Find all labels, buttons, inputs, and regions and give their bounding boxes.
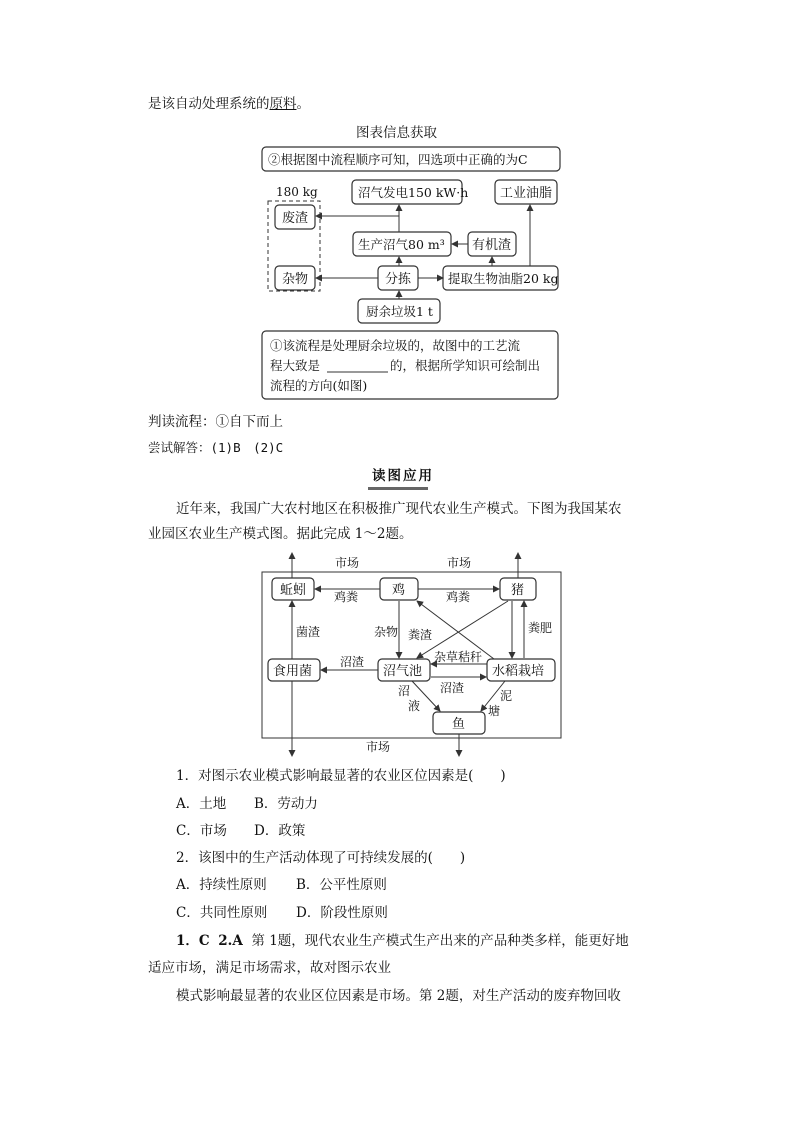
q1-option-b: B．劳动力 (254, 796, 318, 812)
label-waste-residue: 废渣 (282, 211, 309, 226)
fig1-note1-line2a: 程大致是 (270, 358, 321, 373)
answer-key1: 1．C (176, 933, 210, 949)
fig2-market-top-left: 市场 (335, 556, 360, 570)
flow-biogas-residue-1: 沼渣 (340, 655, 365, 669)
label-industrial-oil: 工业油脂 (500, 186, 553, 201)
fig2-diagram (0, 540, 794, 770)
flow-mud-1: 泥 (500, 689, 513, 703)
answer-key2: 2.A (218, 933, 243, 949)
section-title-underline (368, 487, 428, 490)
label-chicken: 鸡 (392, 583, 406, 598)
q1-option-c: C．市场 (176, 823, 227, 839)
fig1-note2: ②根据图中流程顺序可知，四选项中正确的为C (268, 152, 528, 167)
flow-chicken-manure-2: 鸡粪 (446, 590, 471, 604)
label-organic-residue: 有机渣 (472, 238, 512, 253)
para-line1: 近年来，我国广大农村地区在积极推广现代农业生产模式。下图为我国某农 (176, 501, 622, 517)
fig1-flowchart (0, 0, 794, 420)
flow-biogas-liquid-1: 沼 (398, 684, 411, 698)
q1-option-a: A．土地 (176, 796, 227, 812)
intro-suffix: 。 (296, 96, 310, 112)
judge-line: 判读流程：①自下而上 (148, 414, 283, 430)
fig1-note1-line3: 流程的方向(如图) (270, 378, 368, 393)
flow-mud-2: 塘 (488, 704, 501, 718)
intro-prefix: 是该自动处理系统的 (148, 96, 270, 112)
label-biogas-pit: 沼气池 (383, 664, 423, 679)
label-debris: 杂物 (282, 272, 309, 287)
q2-option-c: C．共同性原则 (176, 905, 268, 921)
flow-debris: 杂物 (374, 625, 399, 639)
answer-line2: 适应市场，满足市场需求，故对图示农业 (148, 960, 391, 976)
label-biogas-power: 沼气发电150 kW·h (358, 185, 469, 200)
fig1-note1-line2b: 的，根据所学知识可绘制出 (390, 358, 541, 373)
q1-stem: 1．对图示农业模式影响最显著的农业区位因素是( ) (176, 768, 506, 784)
section-title: 读图应用 (372, 468, 434, 484)
intro-underlined: 原料 (269, 96, 297, 112)
answer-line1 (176, 931, 629, 951)
flow-biogas-liquid-2: 液 (408, 699, 421, 713)
label-extract-oil: 提取生物油脂20 kg (448, 271, 559, 286)
fig1-note1-line1: ①该流程是处理厨余垃圾的，故图中的工艺流 (270, 338, 521, 353)
q2-option-b: B．公平性原则 (296, 877, 387, 893)
label-mushroom: 食用菌 (273, 664, 313, 679)
fig1-weight: 180 kg (276, 185, 318, 199)
answer-line3: 模式影响最显著的农业区位因素是市场。第 2题，对生产活动的废弃物回收 (176, 988, 621, 1004)
flow-fungus-residue: 菌渣 (296, 625, 321, 639)
para-line2: 业园区农业生产模式图。据此完成 1～2题。 (148, 526, 413, 542)
q2-stem: 2．该图中的生产活动体现了可持续发展的( ) (176, 850, 466, 866)
q2-option-a: A．持续性原则 (176, 877, 267, 893)
flow-straw: 杂草秸秆 (434, 650, 483, 664)
q2-option-d: D．阶段性原则 (296, 905, 388, 921)
flow-chicken-manure-1: 鸡粪 (334, 590, 359, 604)
fig1-title: 图表信息获取 (356, 125, 437, 141)
label-pig: 猪 (511, 583, 525, 598)
label-rice: 水稻栽培 (492, 664, 545, 679)
label-earthworm: 蚯蚓 (280, 583, 307, 598)
label-sorting: 分拣 (385, 272, 412, 287)
fig2-market-top-right: 市场 (447, 556, 472, 570)
answer-text1: 第 1题，现代农业生产模式生产出来的产品种类多样，能更好地 (251, 933, 629, 949)
label-fish: 鱼 (452, 717, 466, 732)
q1-option-d: D．政策 (254, 823, 306, 839)
label-biogas-prod: 生产沼气80 m³ (358, 237, 445, 252)
flow-manure: 粪肥 (528, 621, 553, 635)
flow-manure-residue: 粪渣 (408, 628, 433, 642)
label-kitchen-waste: 厨余垃圾1 t (366, 304, 433, 319)
attempt-line: 尝试解答：(1)B (2)C (148, 440, 284, 455)
fig2-market-bottom: 市场 (366, 740, 391, 754)
flow-biogas-residue-2: 沼渣 (440, 681, 465, 695)
